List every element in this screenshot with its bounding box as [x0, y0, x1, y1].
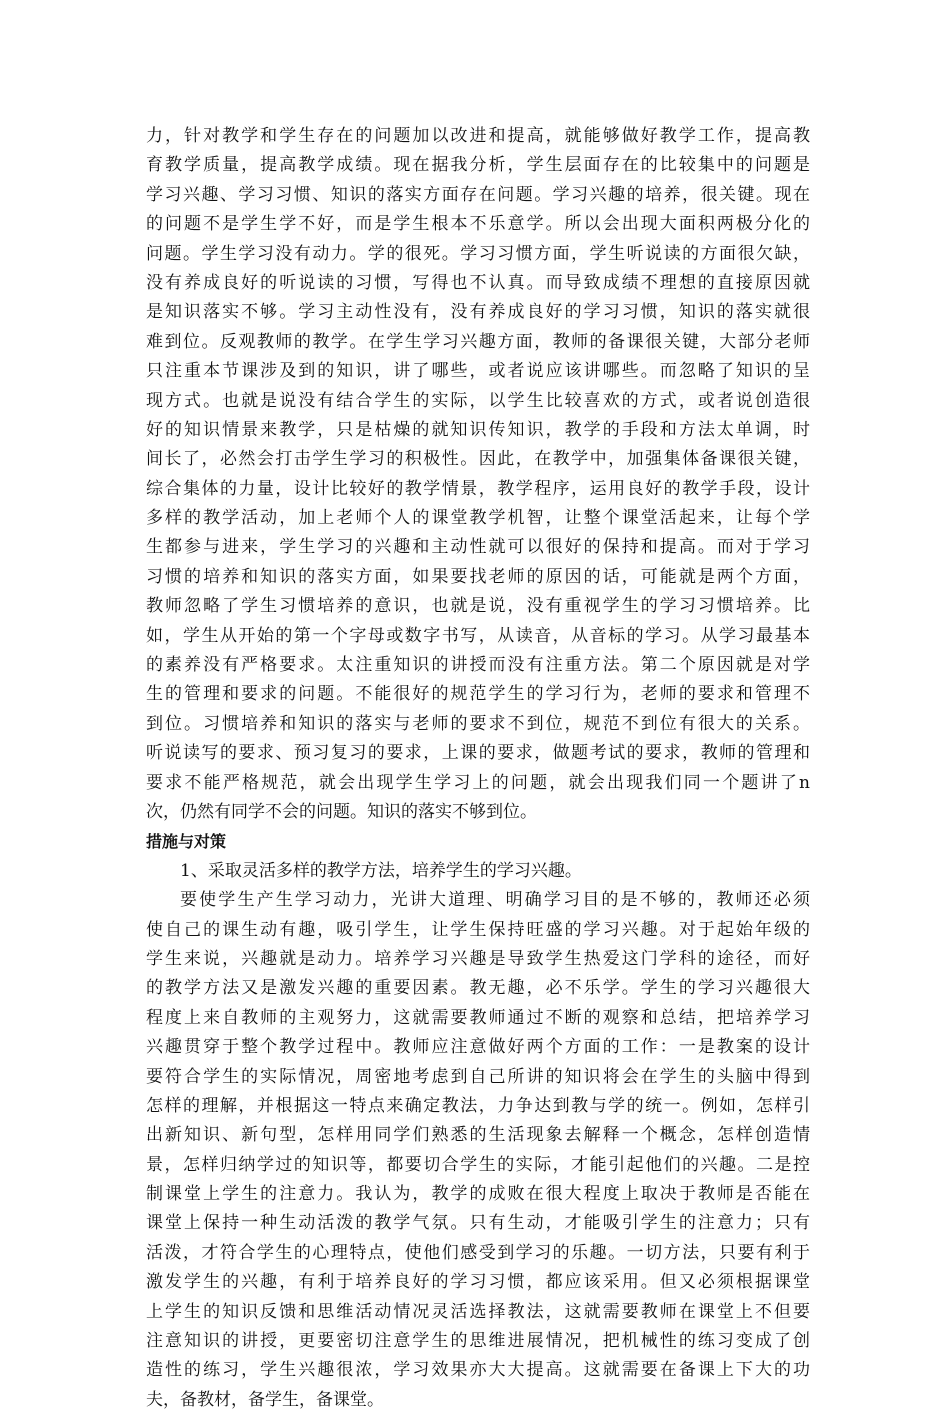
text-line: 要求不能严格规范，就会出现学生学习上的问题，就会出现我们同一个题讲了n: [146, 772, 810, 793]
text-line: 要使学生产生学习动力，光讲大道理、明确学习目的是不够的，教师还必须: [180, 890, 810, 911]
text-line: 激发学生的兴趣，有利于培养良好的学习习惯，都应该采用。但又必须根据课堂: [146, 1272, 810, 1293]
text-line: 的素养没有严格要求。太注重知识的讲授而没有注重方法。第二个原因就是对学: [146, 655, 810, 676]
text-line: 的问题不是学生学不好，而是学生根本不乐意学。所以会出现大面积两极分化的: [146, 214, 810, 235]
text-line: 如，学生从开始的第一个字母或数字书写，从读音，从音标的学习。从学习最基本: [146, 625, 810, 646]
text-line: 夫，备教材，备学生，备课堂。: [146, 1389, 384, 1410]
text-line: 问题。学生学习没有动力。学的很死。学习习惯方面，学生听说读的方面很欠缺，: [146, 243, 810, 264]
paragraph-measures: [146, 886, 810, 1415]
text-line: 要符合学生的实际情况，周密地考虑到自己所讲的知识将会在学生的头脑中得到: [146, 1066, 810, 1087]
text-line: 听说读写的要求、预习复习的要求，上课的要求，做题考试的要求，教师的管理和: [146, 743, 810, 764]
text-line: 力，针对教学和学生存在的问题加以改进和提高，就能够做好教学工作，提高教: [146, 126, 810, 146]
text-line: 生都参与进来，学生学习的兴趣和主动性就可以很好的保持和提高。而对于学习: [146, 537, 810, 558]
text-line: 难到位。反观教师的教学。在学生学习兴趣方面，教师的备课很关键，大部分老师: [146, 331, 810, 352]
text-line: 注意知识的讲授，更要密切注意学生的思维进展情况，把机械性的练习变成了创: [146, 1331, 810, 1352]
text-line: 好的知识情景来教学，只是枯燥的就知识传知识，教学的手段和方法太单调，时: [146, 419, 810, 440]
text-line: 次，仍然有同学不会的问题。知识的落实不够到位。: [146, 801, 537, 822]
text-line: 现方式。也就是说没有结合学生的实际，以学生比较喜欢的方式，或者说创造很: [146, 390, 810, 411]
section-heading: 措施与对策: [146, 832, 227, 852]
text-line: 程度上来自教师的主观努力，这就需要教师通过不断的观察和总结，把培养学习: [146, 1007, 810, 1028]
text-line: 活泼，才符合学生的心理特点，使他们感受到学习的乐趣。一切方法，只要有利于: [146, 1242, 810, 1263]
text-line: 上学生的知识反馈和思维活动情况灵活选择教法，这就需要教师在课堂上不但要: [146, 1301, 810, 1322]
text-line: 多样的教学活动，加上老师个人的课堂教学机智，让整个课堂活起来，让每个学: [146, 508, 810, 529]
text-line: 兴趣贯穿于整个教学过程中。教师应注意做好两个方面的工作：一是教案的设计: [146, 1037, 810, 1058]
text-line: 景，怎样归纳学过的知识等，都要切合学生的实际，才能引起他们的兴趣。二是控: [146, 1154, 810, 1175]
numbered-item: 1、采取灵活多样的教学方法，培养学生的学习兴趣。: [180, 860, 582, 881]
text-line: 制课堂上学生的注意力。我认为，教学的成败在很大程度上取决于教师是否能在: [146, 1184, 810, 1205]
document-page: [146, 122, 810, 1415]
text-line: 没有养成良好的听说读的习惯，写得也不认真。而导致成绩不理想的直接原因就: [146, 272, 810, 293]
text-line: 造性的练习，学生兴趣很浓，学习效果亦大大提高。这就需要在备课上下大的功: [146, 1360, 810, 1381]
text-line: 是知识落实不够。学习主动性没有，没有养成良好的学习习惯，知识的落实就很: [146, 302, 810, 323]
paragraph-analysis: [146, 122, 810, 827]
text-line: 教师忽略了学生习惯培养的意识，也就是说，没有重视学生的学习习惯培养。比: [146, 596, 810, 617]
text-line: 的教学方法又是激发兴趣的重要因素。教无趣，必不乐学。学生的学习兴趣很大: [146, 978, 810, 999]
text-line: 学生来说，兴趣就是动力。培养学习兴趣是导致学生热爱这门学科的途径，而好: [146, 948, 810, 969]
text-line: 综合集体的力量，设计比较好的教学情景，教学程序，运用良好的教学手段，设计: [146, 478, 810, 499]
text-line: 出新知识、新句型，怎样用同学们熟悉的生活现象去解释一个概念，怎样创造情: [146, 1125, 810, 1146]
text-line: 生的管理和要求的问题。不能很好的规范学生的学习行为，老师的要求和管理不: [146, 684, 810, 705]
text-line: 育教学质量，提高教学成绩。现在据我分析，学生层面存在的比较集中的问题是: [146, 155, 810, 176]
text-line: 学习兴趣、学习习惯、知识的落实方面存在问题。学习兴趣的培养，很关键。现在: [146, 184, 810, 205]
text-line: 习惯的培养和知识的落实方面，如果要找老师的原因的话，可能就是两个方面，: [146, 566, 810, 587]
text-line: 使自己的课生动有趣，吸引学生，让学生保持旺盛的学习兴趣。对于起始年级的: [146, 919, 810, 940]
text-line: 只注重本节课涉及到的知识，讲了哪些，或者说应该讲哪些。而忽略了知识的呈: [146, 361, 810, 382]
text-line: 间长了，必然会打击学生学习的积极性。因此，在教学中，加强集体备课很关键，: [146, 449, 810, 470]
text-line: 到位。习惯培养和知识的落实与老师的要求不到位，规范不到位有很大的关系。: [146, 713, 810, 734]
text-line: 怎样的理解，并根据这一特点来确定教法，力争达到教与学的统一。例如，怎样引: [146, 1095, 810, 1116]
text-line: 课堂上保持一种生动活泼的教学气氛。只有生动，才能吸引学生的注意力；只有: [146, 1213, 810, 1234]
